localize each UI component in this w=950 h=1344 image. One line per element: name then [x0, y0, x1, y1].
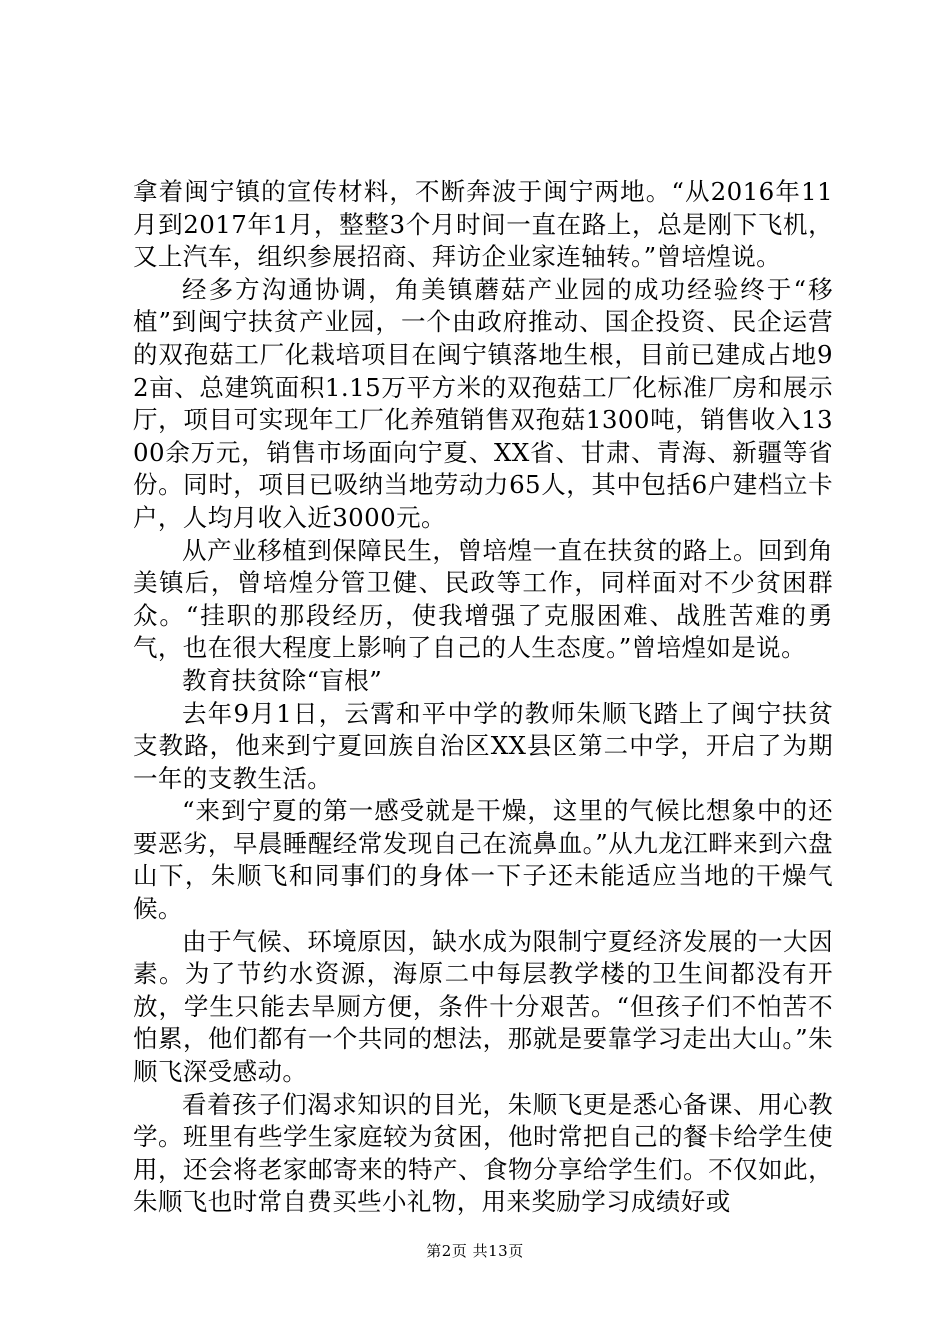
section-heading: 教育扶贫除“盲根” [182, 665, 383, 695]
paragraph-1: 拿着闽宁镇的宣传材料，不断奔波于闽宁两地。“从2016年11月到2017年1月，整整3个月时间一直在路上，总是刚下飞机，又上汽车，组织参展招商、拜访企业家连轴转。”曾培煌说。 [133, 177, 833, 272]
paragraph-7: 由于气候、环境原因，缺水成为限制宁夏经济发展的一大因素。为了节约水资源，海原二中每层教学楼的卫生间都没有开放，学生只能去旱厕方便，条件十分艰苦。“但孩子们不怕苦不怕累，他们都有一个共同的想法，那就是要靠学习走出大山。”朱顺飞深受感动。 [133, 926, 833, 1087]
paragraph-5: 去年9月1日，云霄和平中学的教师朱顺飞踏上了闽宁扶贫支教路，他来到宁夏回族自治区XX县区第二中学，开启了为期一年的支教生活。 [133, 698, 833, 793]
paragraph-2: 经多方沟通协调，角美镇蘑菇产业园的成功经验终于“移植”到闽宁扶贫产业园，一个由政府推动、国企投资、民企运营的双孢菇工厂化栽培项目在闽宁镇落地生根，目前已建成占地92亩、总建筑面积1.15万平方米的双孢菇工厂化标准厂房和展示厅，项目可实现年工厂化养殖销售双孢菇1300吨，销售收入1300余万元，销售市场面向宁夏、XX省、甘肃、青海、新疆等省份。同时，项目已吸纳当地劳动力65人，其中包括6户建档立卡户，人均月收入近3000元。 [133, 274, 833, 532]
page-number-footer: 第2页 共13页 [426, 1242, 524, 1260]
article-body [133, 176, 833, 1219]
paragraph-3: 从产业移植到保障民生，曾培煌一直在扶贫的路上。回到角美镇后，曾培煌分管卫健、民政等工作，同样面对不少贫困群众。“挂职的那段经历，使我增强了克服困难、战胜苦难的勇气，也在很大程度上影响了自己的人生态度。”曾培煌如是说。 [133, 535, 833, 663]
paragraph-8: 看着孩子们渴求知识的目光，朱顺飞更是悉心备课、用心教学。班里有些学生家庭较为贫困，他时常把自己的餐卡给学生使用，还会将老家邮寄来的特产、食物分享给学生们。不仅如此，朱顺飞也时常自费买些小礼物，用来奖励学习成绩好或 [133, 1089, 833, 1217]
paragraph-6: “来到宁夏的第一感受就是干燥，这里的气候比想象中的还要恶劣，早晨睡醒经常发现自己在流鼻血。”从九龙江畔来到六盘山下，朱顺飞和同事们的身体一下子还未能适应当地的干燥气候。 [133, 796, 833, 924]
